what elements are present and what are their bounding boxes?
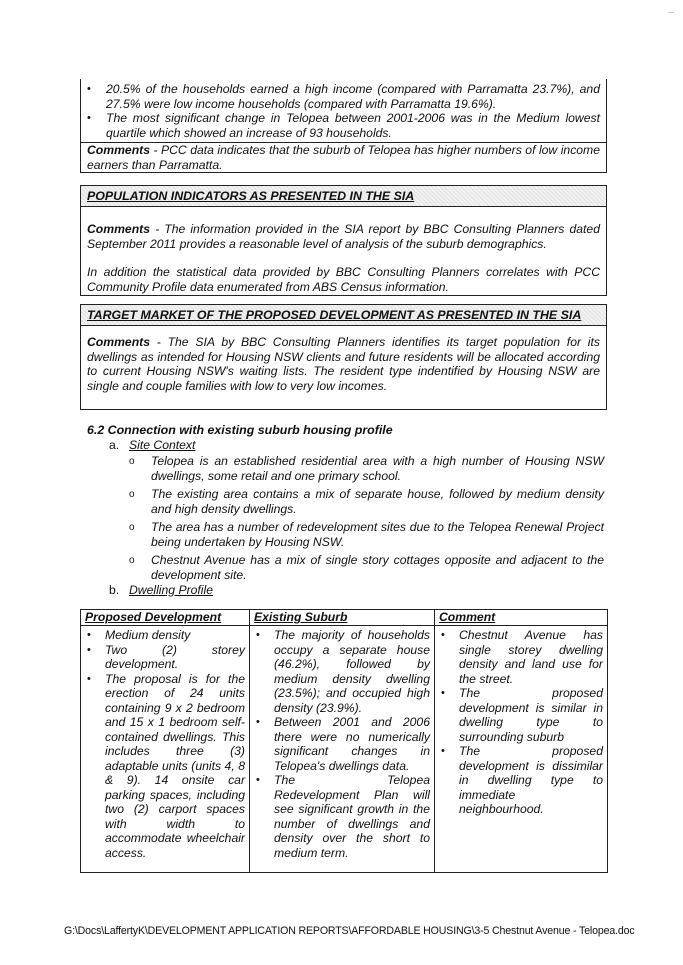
list-item: • The Telopea Redevelopment Plan will see significant growth in the number of dwellings and density over the short to medium term. [254, 773, 430, 860]
list-item: • Medium density [85, 628, 245, 643]
site-context-label: Site Context [129, 438, 196, 452]
list-item: • The proposed development is dissimilar in dwelling type to immediate neighbourhood. [439, 744, 603, 817]
column-header: Existing Suburb [250, 610, 435, 626]
dwelling-profile-label: Dwelling Profile [129, 583, 213, 597]
income-comment [87, 143, 600, 172]
list-item: o The area has a number of redevelopment sites due to the Telopea Renewal Project being undertaken by Housing NSW. [124, 520, 604, 549]
list-item: • Two (2) storey development. [85, 643, 245, 672]
list-item: o Telopea is an established residential area with a high number of Housing NSW dwellings, some retail and one primary school. [124, 454, 604, 483]
section-title: 6.2 Connection with existing suburb housing profile [87, 423, 393, 437]
comment-cell [435, 626, 608, 873]
income-box [80, 79, 607, 173]
comment-text: - The SIA by BBC Consulting Planners identifies its target population for its dwellings as intended for Housing NSW clients and future residents will be allocated according to current Housing NSW's waiting lists. The resident type indentified by Housing NSW are single and couple families with low to very low incomes. [87, 335, 600, 393]
page-corner-mark [668, 12, 674, 13]
list-item: • The majority of households occupy a separate house (46.2%), followed by medium density dwelling (23.5%); and occupied high density (23.9%). [254, 628, 430, 715]
column-header: Comment [435, 610, 608, 626]
list-item: • Between 2001 and 2006 there were no numerically significant changes in Telopea's dwellings data. [254, 715, 430, 773]
comment-label: Comments [87, 335, 150, 349]
existing-cell [250, 626, 435, 873]
list-item: • 20.5% of the households earned a high income (compared with Parramatta 23.7%), and 27.5% were low income households (compared with Parramatta 19.6%). [81, 82, 600, 111]
list-item: • The proposal is for the erection of 24 units containing 9 x 2 bedroom and 15 x 1 bedroom self-contained dwellings. This includes three (3) adaptable units (units 4, 8 & 9). 14 onsite car parking spaces, including two (2) carport spaces with width to accommodate wheelchair access. [85, 672, 245, 861]
proposed-cell [81, 626, 250, 873]
comment-label: Comments [87, 222, 150, 236]
list-item: o The existing area contains a mix of separate house, followed by medium density and high density dwellings. [124, 487, 604, 516]
population-heading: POPULATION INDICATORS AS PRESENTED IN THE SIA [81, 186, 606, 207]
comment-text: - PCC data indicates that the suburb of Telopea has higher numbers of low income earners than Parramatta. [87, 143, 600, 172]
dwelling-profile-heading [109, 583, 213, 597]
population-comment [81, 207, 606, 251]
list-item: • The most significant change in Telopea between 2001-2006 was in the Medium lowest quartile which showed an increase of 93 households. [81, 111, 600, 140]
table-row [81, 626, 608, 873]
comment-text: - The information provided in the SIA report by BBC Consulting Planners dated September 2011 provides a reasonable level of analysis of the suburb demographics. [87, 222, 600, 251]
column-header: Proposed Development [81, 610, 250, 626]
target-box [80, 304, 607, 410]
population-box [80, 185, 607, 296]
list-marker: a. [109, 438, 120, 452]
target-comment [81, 326, 606, 393]
list-item: • Chestnut Avenue has single storey dwelling density and land use for the street. [439, 628, 603, 686]
income-bullets [81, 79, 606, 140]
site-context-heading [109, 438, 195, 452]
list-item: • The proposed development is similar in dwelling type to surrounding suburb [439, 686, 603, 744]
dwelling-profile-table [80, 609, 608, 873]
document-path-footer: G:\Docs\LaffertyK\DEVELOPMENT APPLICATION REPORTS\AFFORDABLE HOUSING\3-5 Chestnut Avenue - Telopea.doc [64, 925, 635, 937]
comment-label: Comments [87, 143, 150, 157]
target-heading: TARGET MARKET OF THE PROPOSED DEVELOPMENT AS PRESENTED IN THE SIA [81, 305, 606, 326]
table-header-row [81, 610, 608, 626]
site-context-list [124, 454, 604, 586]
list-item: o Chestnut Avenue has a mix of single story cottages opposite and adjacent to the development site. [124, 553, 604, 582]
population-paragraph: In addition the statistical data provided by BBC Consulting Planners correlates with PCC Community Profile data enumerated from ABS Census information. [87, 265, 600, 294]
list-marker: b. [109, 583, 120, 597]
